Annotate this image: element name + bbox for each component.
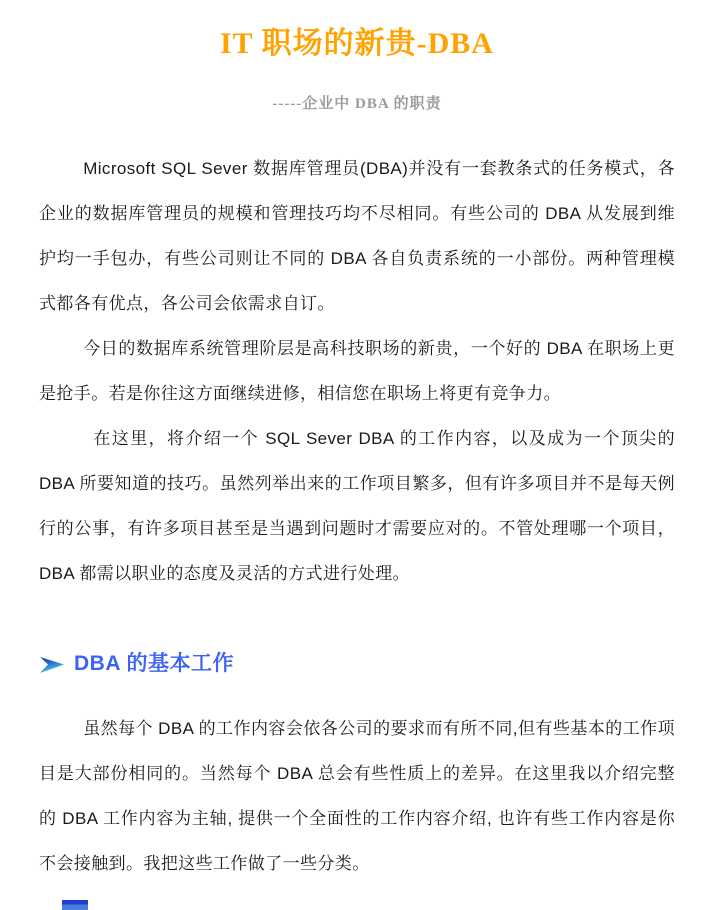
paragraph-overview: 在这里，将介绍一个 SQL Sever DBA 的工作内容，以及成为一个顶尖的 DBA 所要知道的技巧。虽然列举出来的工作项目繁多，但有许多项目并不是每天例行的公事，有许多项目甚至是当遇到问题时才需要应对的。不管处理哪一个项目，DBA 都需以职业的态度及灵活的方式进行处理。 bbox=[39, 429, 675, 583]
page-subtitle: -----企业中 DBA 的职责 bbox=[272, 96, 442, 112]
paragraph-intro: Microsoft SQL Sever 数据库管理员(DBA)并没有一套教条式的任务模式，各企业的数据库管理员的规模和管理技巧均不尽相同。有些公司的 DBA 从发展到维护均一手包办，有些公司则让不同的 DBA 各自负责系统的一小部份。两种管理模式都各有优点，各公司会依需求自订。 bbox=[39, 159, 675, 313]
section-heading-dba-basics bbox=[0, 648, 714, 680]
paragraph-closing: 虽然每个 DBA 的工作内容会依各公司的要求而有所不同,但有些基本的工作项目是大部份相同的。当然每个 DBA 总会有些性质上的差异。在这里我以介绍完整的 DBA 工作内容为主轴, 提供一个全面性的工作内容介绍, 也许有些工作内容是你不会接触到。我把这些工作做了一些分类。 bbox=[39, 719, 675, 873]
arrow-right-icon bbox=[39, 655, 65, 674]
paragraph-career: 今日的数据库系统管理阶层是高科技职场的新贵，一个好的 DBA 在职场上更是抢手。若是你往这方面继续进修，相信您在职场上将更有竞争力。 bbox=[39, 339, 675, 403]
section-heading-label: DBA 的基本工作 bbox=[74, 652, 235, 675]
clipped-blue-fragment bbox=[62, 900, 88, 910]
page-title: IT 职场的新贵-DBA bbox=[220, 27, 494, 60]
